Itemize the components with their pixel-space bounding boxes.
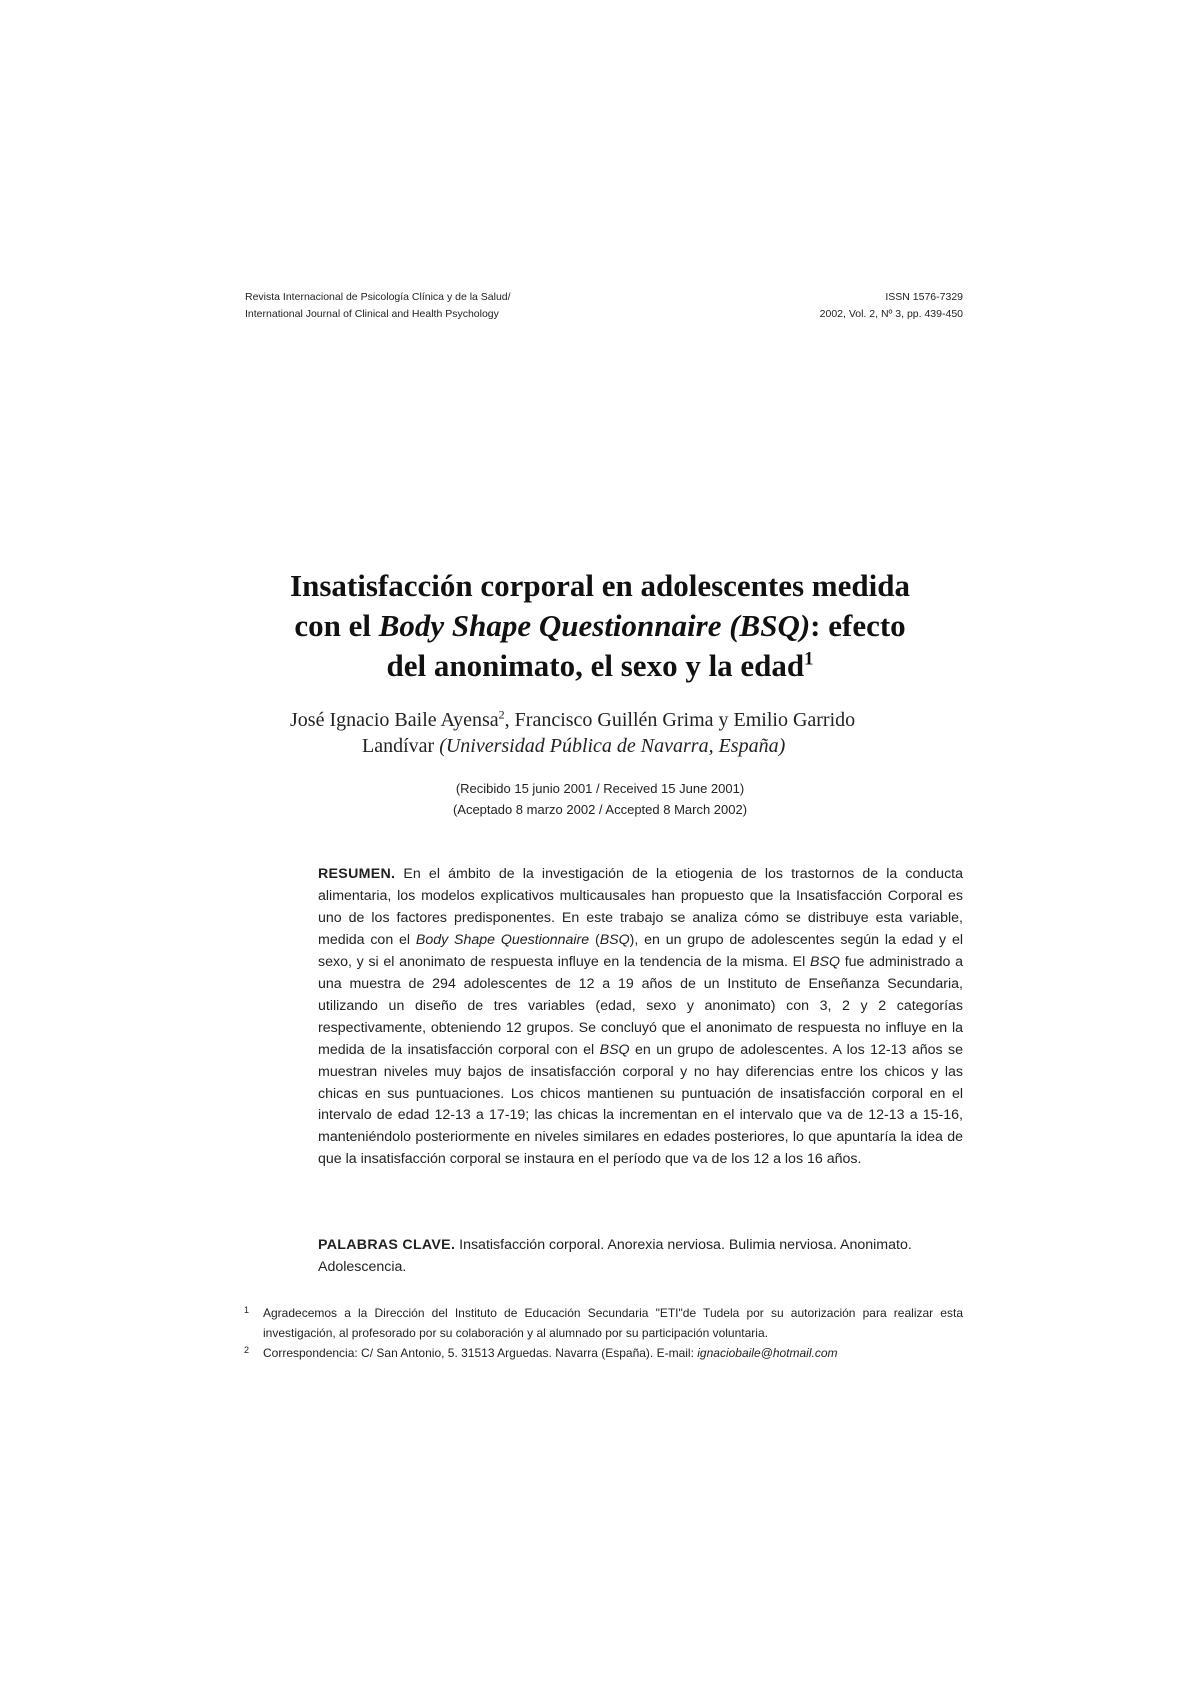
keywords	[318, 1234, 963, 1278]
title-questionnaire: Body Shape Questionnaire (BSQ)	[378, 608, 811, 643]
article-dates	[300, 778, 900, 820]
footnote-2-mark: 2	[244, 1345, 250, 1355]
abstract-text-4: fue administrado a una muestra de 294 adolescentes de 12 a 19 años de un Instituto de Enseñanza Secundaria, utilizando un diseño de tres variables (edad, sexo y anonimato) con 3, 2 y 2 categorías respectivamente, obteniendo 12 grupos. Se concluyó que el anonimato de respuesta no influye en la medida de la insatisfacción corporal con el	[318, 953, 963, 1058]
footnote-email-link[interactable]: ignaciobaile@hotmail.com	[697, 1346, 838, 1360]
abstract-bsq-full: Body Shape Questionnaire	[415, 931, 590, 948]
footnote-2-text: Correspondencia: C/ San Antonio, 5. 31513 Arguedas. Navarra (España). E-mail:	[263, 1346, 698, 1360]
title-line-1: Insatisfacción corporal en adolescentes medida	[290, 568, 910, 603]
abstract	[318, 864, 963, 1171]
authors	[290, 707, 950, 759]
journal-issue	[820, 289, 963, 323]
author-1: José Ignacio Baile Ayensa	[290, 709, 499, 731]
abstract-text-3: ), en un grupo de adolescentes según la edad y el sexo, y si el anonimato de respuesta influye en la tendencia de la misma. El	[318, 931, 964, 970]
footnotes	[244, 1303, 963, 1363]
issn: ISSN 1576-7329	[885, 291, 963, 303]
title-line-2-pre: con el	[294, 608, 379, 643]
keywords-heading: PALABRAS CLAVE.	[318, 1237, 456, 1253]
authors-rest: , Francisco Guillén Grima y Emilio Garrido	[504, 709, 856, 731]
title-line-3	[200, 646, 1000, 686]
footnote-1	[244, 1303, 963, 1343]
authors-line-2	[290, 733, 950, 759]
journal-name-en: International Journal of Clinical and Health Psychology	[245, 308, 499, 320]
journal-name-es: Revista Internacional de Psicología Clínica y de la Salud/	[245, 291, 511, 303]
abstract-bsq-3: BSQ	[599, 1041, 630, 1058]
author-footnote-mark: 2	[498, 707, 505, 722]
received-date: (Recibido 15 junio 2001 / Received 15 June 2001)	[455, 781, 745, 796]
abstract-bsq-2: BSQ	[810, 953, 840, 970]
title-line-2	[200, 606, 1000, 646]
footnote-2	[244, 1343, 963, 1363]
abstract-heading: RESUMEN.	[318, 866, 396, 882]
footnote-1-mark: 1	[244, 1305, 250, 1315]
footnote-1-text: Agradecemos a la Dirección del Instituto de Educación Secundaria "ETI"de Tudela por su autorización para realizar esta investigación, al profesorado por su colaboración y al alumnado por su participación voluntaria.	[263, 1306, 963, 1340]
title-line-3-text: del anonimato, el sexo y la edad	[386, 648, 805, 683]
affiliation: (Universidad Pública de Navarra, España)	[439, 735, 786, 757]
abstract-text-1: En el ámbito de la investigación de la etiogenia de los trastornos de la conducta alimentaria, los modelos explicativos multicausales han propuesto que la Insatisfacción Corporal es uno de los factores predisponentes. En este trabajo se analiza cómo se distribuye esta variable, medida con el	[318, 866, 963, 948]
accepted-date: (Aceptado 8 marzo 2002 / Accepted 8 March 2002)	[452, 802, 748, 817]
journal-name	[245, 289, 511, 323]
author-last-name: Landívar	[362, 735, 440, 757]
abstract-text-5: en un grupo de adolescentes. A los 12-13 años se muestran niveles muy bajos de insatisfacción corporal y no hay diferencias entre los chicos y las chicas en sus puntuaciones. Los chicos mantienen su puntuación de insatisfacción corporal en el intervalo de edad 12-13 a 17-19; las chicas la incrementan en el intervalo que va de 12-13 a 15-16, manteniéndolo posteriormente en niveles similares en edades posteriores, lo que apuntaría la idea de que la insatisfacción corporal se instaura en el período que va de los 12 a los 16 años.	[318, 1041, 963, 1168]
abstract-bsq-1: BSQ	[599, 931, 630, 948]
abstract-text-2: (	[589, 931, 600, 948]
article-title	[200, 566, 1000, 686]
volume-pages: 2002, Vol. 2, Nº 3, pp. 439-450	[819, 308, 963, 320]
keywords-text: Insatisfacción corporal. Anorexia nerviosa. Bulimia nerviosa. Anonimato. Adolescencia.	[318, 1237, 912, 1275]
title-line-2-post: : efecto	[810, 608, 906, 643]
title-footnote-mark: 1	[804, 648, 814, 670]
